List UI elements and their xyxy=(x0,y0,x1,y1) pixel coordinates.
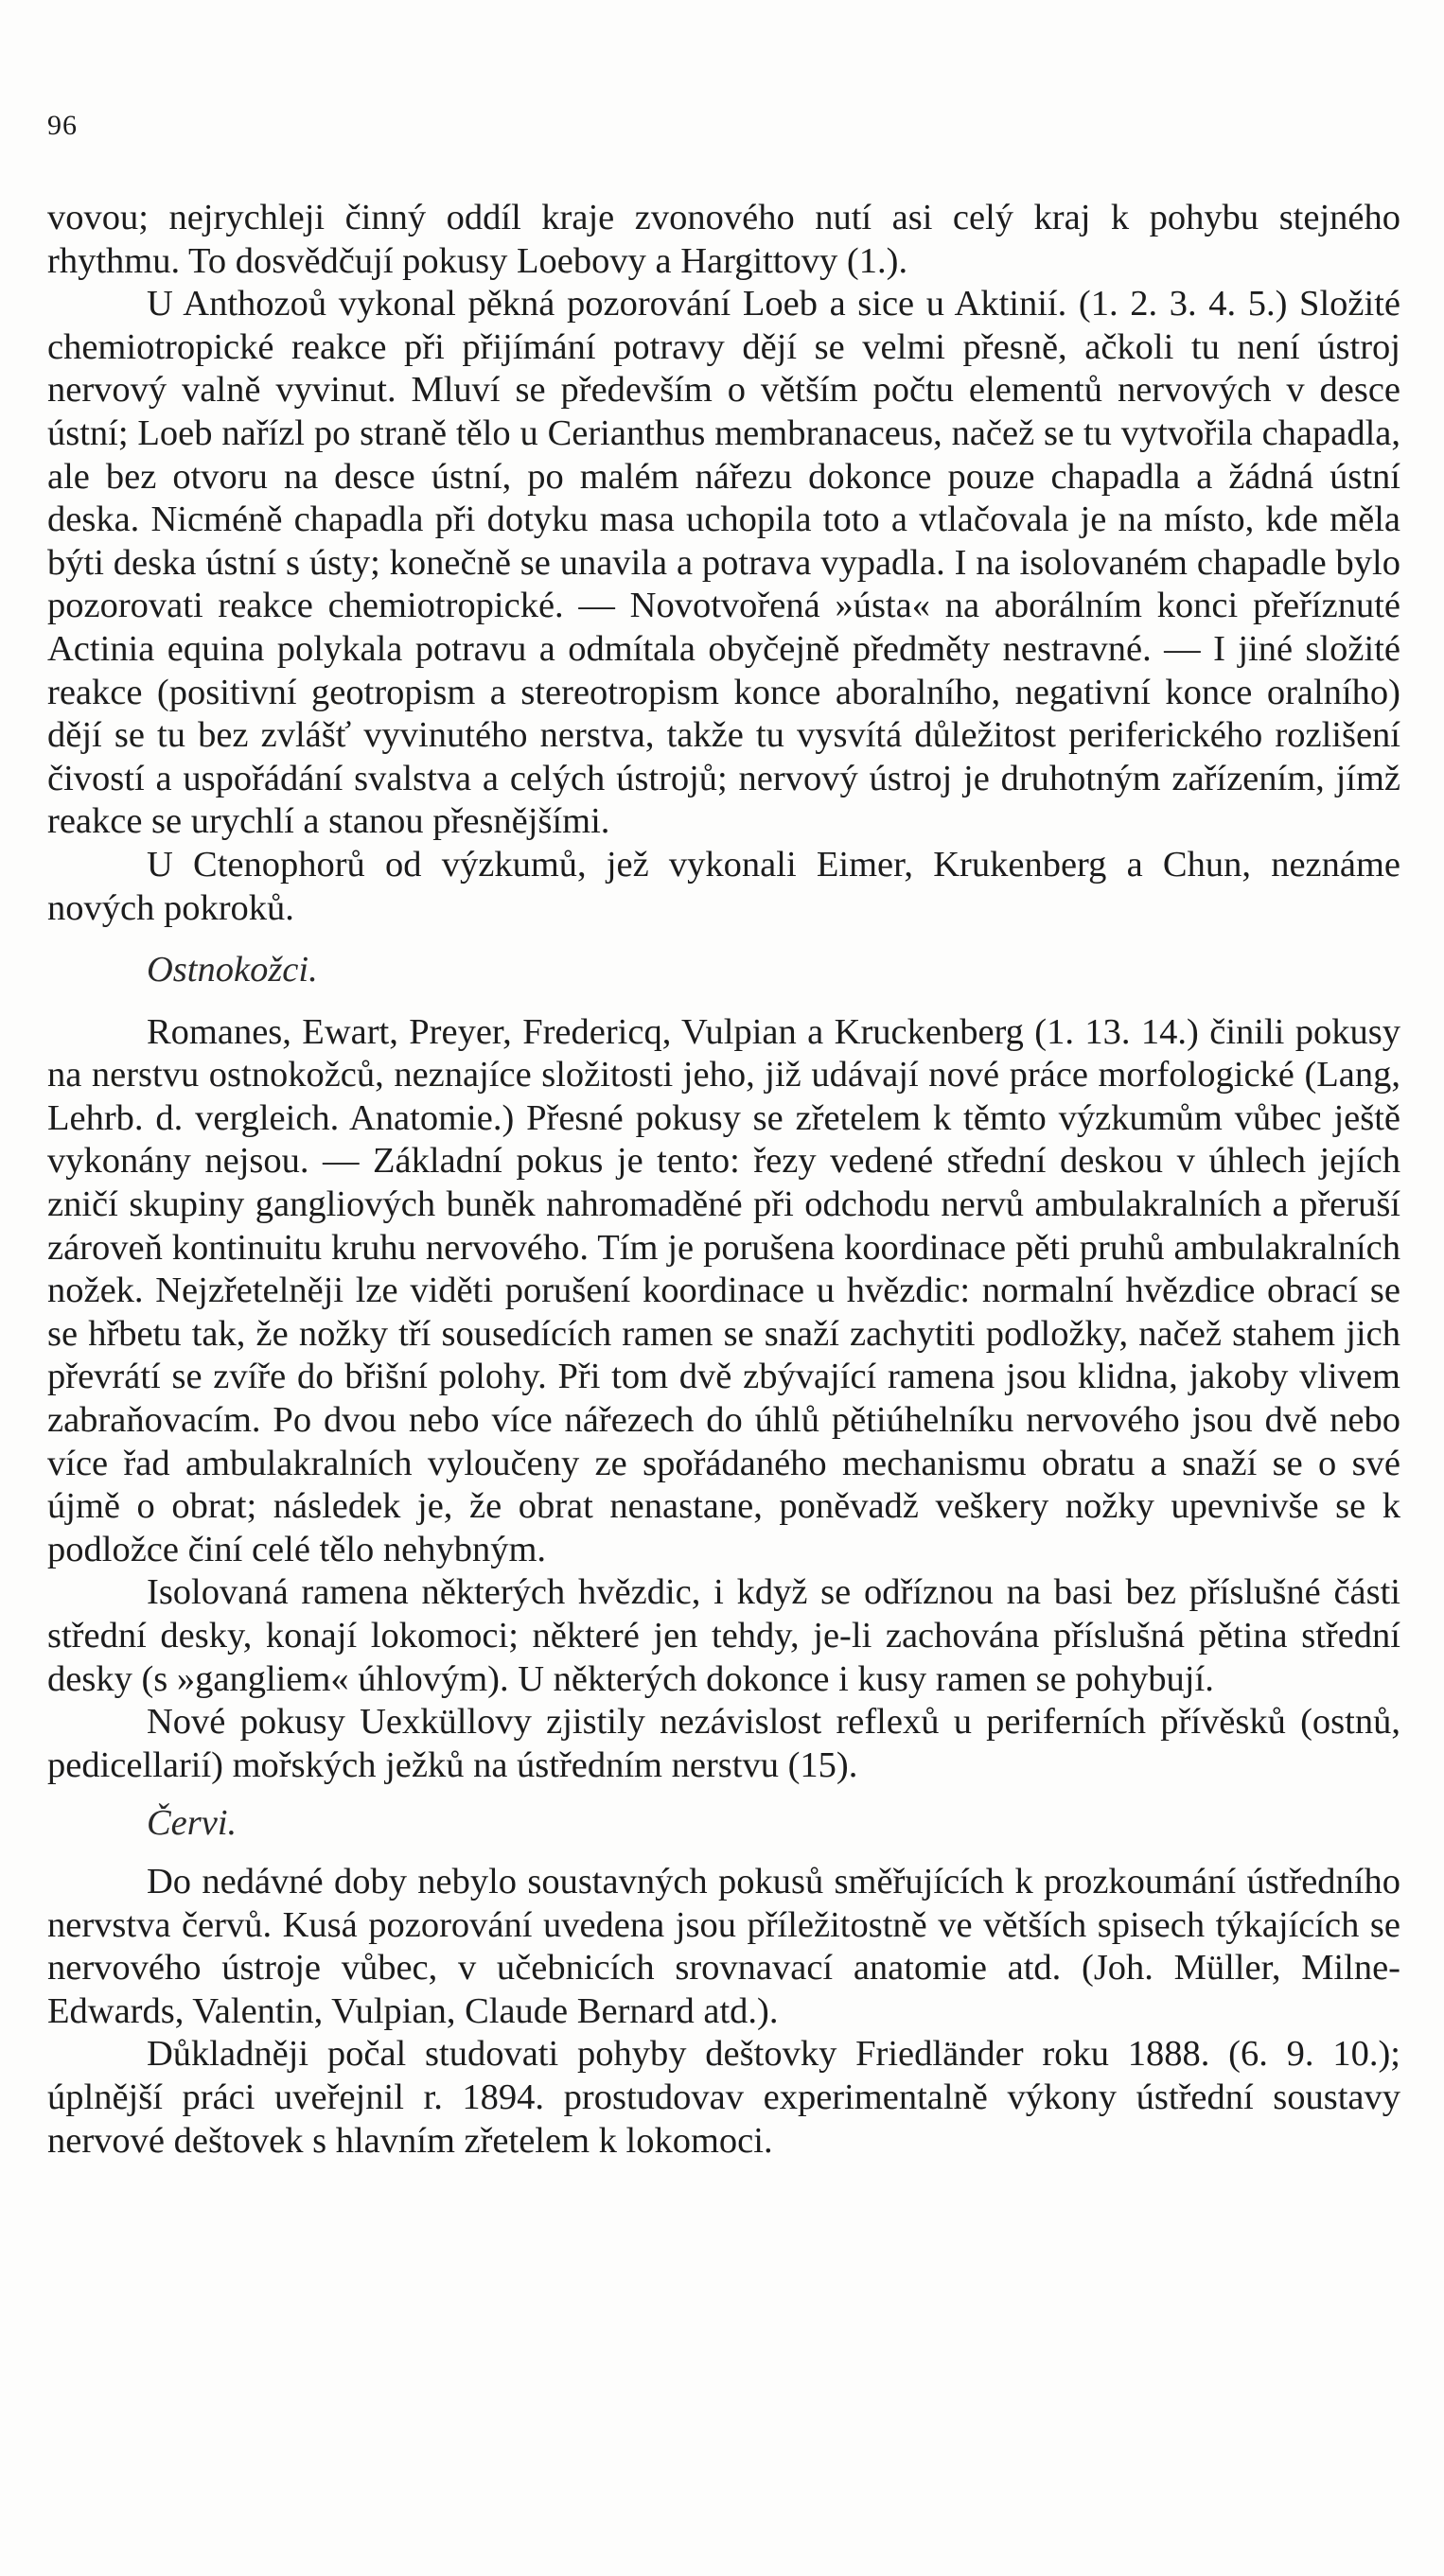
paragraph: Nové pokusy Uexküllovy zjistily nezávislost reflexů u periferních přívěsků (ostnů, pedicellarií) mořských ježků na ústředním nerstvu (15). xyxy=(47,1702,1400,1785)
paragraph: Romanes, Ewart, Preyer, Fredericq, Vulpian a Kruckenberg (1. 13. 14.) činili pokusy na nerstvu ostnokožců, neznajíce složitosti jeho, již udávají nové práce morfologické (Lang, Lehrb. d. vergleich. Anatomie.) Přesné pokusy se zřetelem k těmto výzkumům vůbec ještě vykonány nejsou. — Základní pokus je tento: řezy vedené střední deskou v úhlech jejích zničí skupiny gangliových buněk nahromaděné při odchodu nervů ambulakralních a přeruší zároveň kontinuitu kruhu nervového. Tím je porušena koordinace pěti pruhů ambulakralních nožek. Nejzřetelněji lze viděti porušení koordinace u hvězdic: normalní hvězdice obrací se se hřbetu tak, že nožky tří sousedících ramen se snaží zachytiti podložky, načež stahem jich převrátí se zvíře do břišní polohy. Při tom dvě zbývající ramena jsou klidna, jakoby vlivem zabraňovacím. Po dvou nebo více nářezech do úhlů pětiúhelníku nervového jsou dvě nebo více řad ambulakralních vyloučeny ze spořádaného mechanismu obratu a snaží se o své újmě o obrat; následek je, že obrat nenastane, poněvadž veškery nožky upevnivše se k podložce činí celé tělo nehybným. xyxy=(47,1011,1400,1569)
paragraph: Důkladněji počal studovati pohyby deštovky Friedländer roku 1888. (6. 9. 10.); úplnější práci uveřejnil r. 1894. prostudovav experimentalně výkony ústřední soustavy nervové deštovek s hlavním zřetelem k lokomoci. xyxy=(47,2034,1400,2161)
section-heading-ostnokozci: Ostnokožci. xyxy=(147,950,318,990)
paragraph: Do nedávné doby nebylo soustavných pokusů směřujících k prozkoumání ústředního nervstva červů. Kusá pozorování uvedena jsou příležitostně ve větších spisech týkajících se nervového ústroje vůbec, v učebnicích srovnavací anatomie atd. (Joh. Müller, Milne-Edwards, Valentin, Vulpian, Claude Bernard atd.). xyxy=(47,1861,1400,2031)
paragraph: Isolovaná ramena některých hvězdic, i když se odříznou na basi bez příslušné části střední desky, konají lokomoci; některé jen tehdy, je-li zachována příslušná pětina střední desky (s »gangliem« úhlovým). U některých dokonce i kusy ramen se pohybují. xyxy=(47,1572,1400,1699)
page-body xyxy=(47,197,1400,2163)
page-number: 96 xyxy=(47,110,78,141)
paragraph: U Anthozoů vykonal pěkná pozorování Loeb a sice u Aktinií. (1. 2. 3. 4. 5.) Složité chemiotropické reakce při přijímání potravy dějí se velmi přesně, ačkoli tu není ústroj nervový valně vyvinut. Mluví se především o větším počtu elementů nervových v desce ústní; Loeb nařízl po straně tělo u Cerianthus membranaceus, načež se tu vytvořila chapadla, ale bez otvoru na desce ústní, po malém nářezu dokonce pouze chapadla a žádná ústní deska. Nicméně chapadla při dotyku masa uchopila toto a vtlačovala je na místo, kde měla býti deska ústní s ústy; konečně se unavila a potrava vypadla. I na isolovaném chapadle bylo pozorovati reakce chemiotropické. — Novotvořená »ústa« na aborálním konci přeříznuté Actinia equina polykala potravu a odmítala obyčejně předměty nestravné. — I jiné složité reakce (positivní geotropism a stereotropism konce aboralního, negativní konce oralního) dějí se tu bez zvlášť vyvinutého nerstva, takže tu vysvítá důležitost periferického rozlišení čivostí a uspořádání svalstva a celých ústrojů; nervový ústroj je druhotným zařízením, jímž reakce se urychlí a stanou přesnějšími. xyxy=(47,284,1400,842)
paragraph: U Ctenophorů od výzkumů, jež vykonali Eimer, Krukenberg a Chun, neznáme nových pokroků. xyxy=(47,844,1400,928)
paragraph: vovou; nejrychleji činný oddíl kraje zvonového nutí asi celý kraj k pohybu stejného rhythmu. To dosvědčují pokusy Loebovy a Hargittovy (1.). xyxy=(47,198,1400,281)
section-heading-cervi: Červi. xyxy=(147,1803,238,1844)
